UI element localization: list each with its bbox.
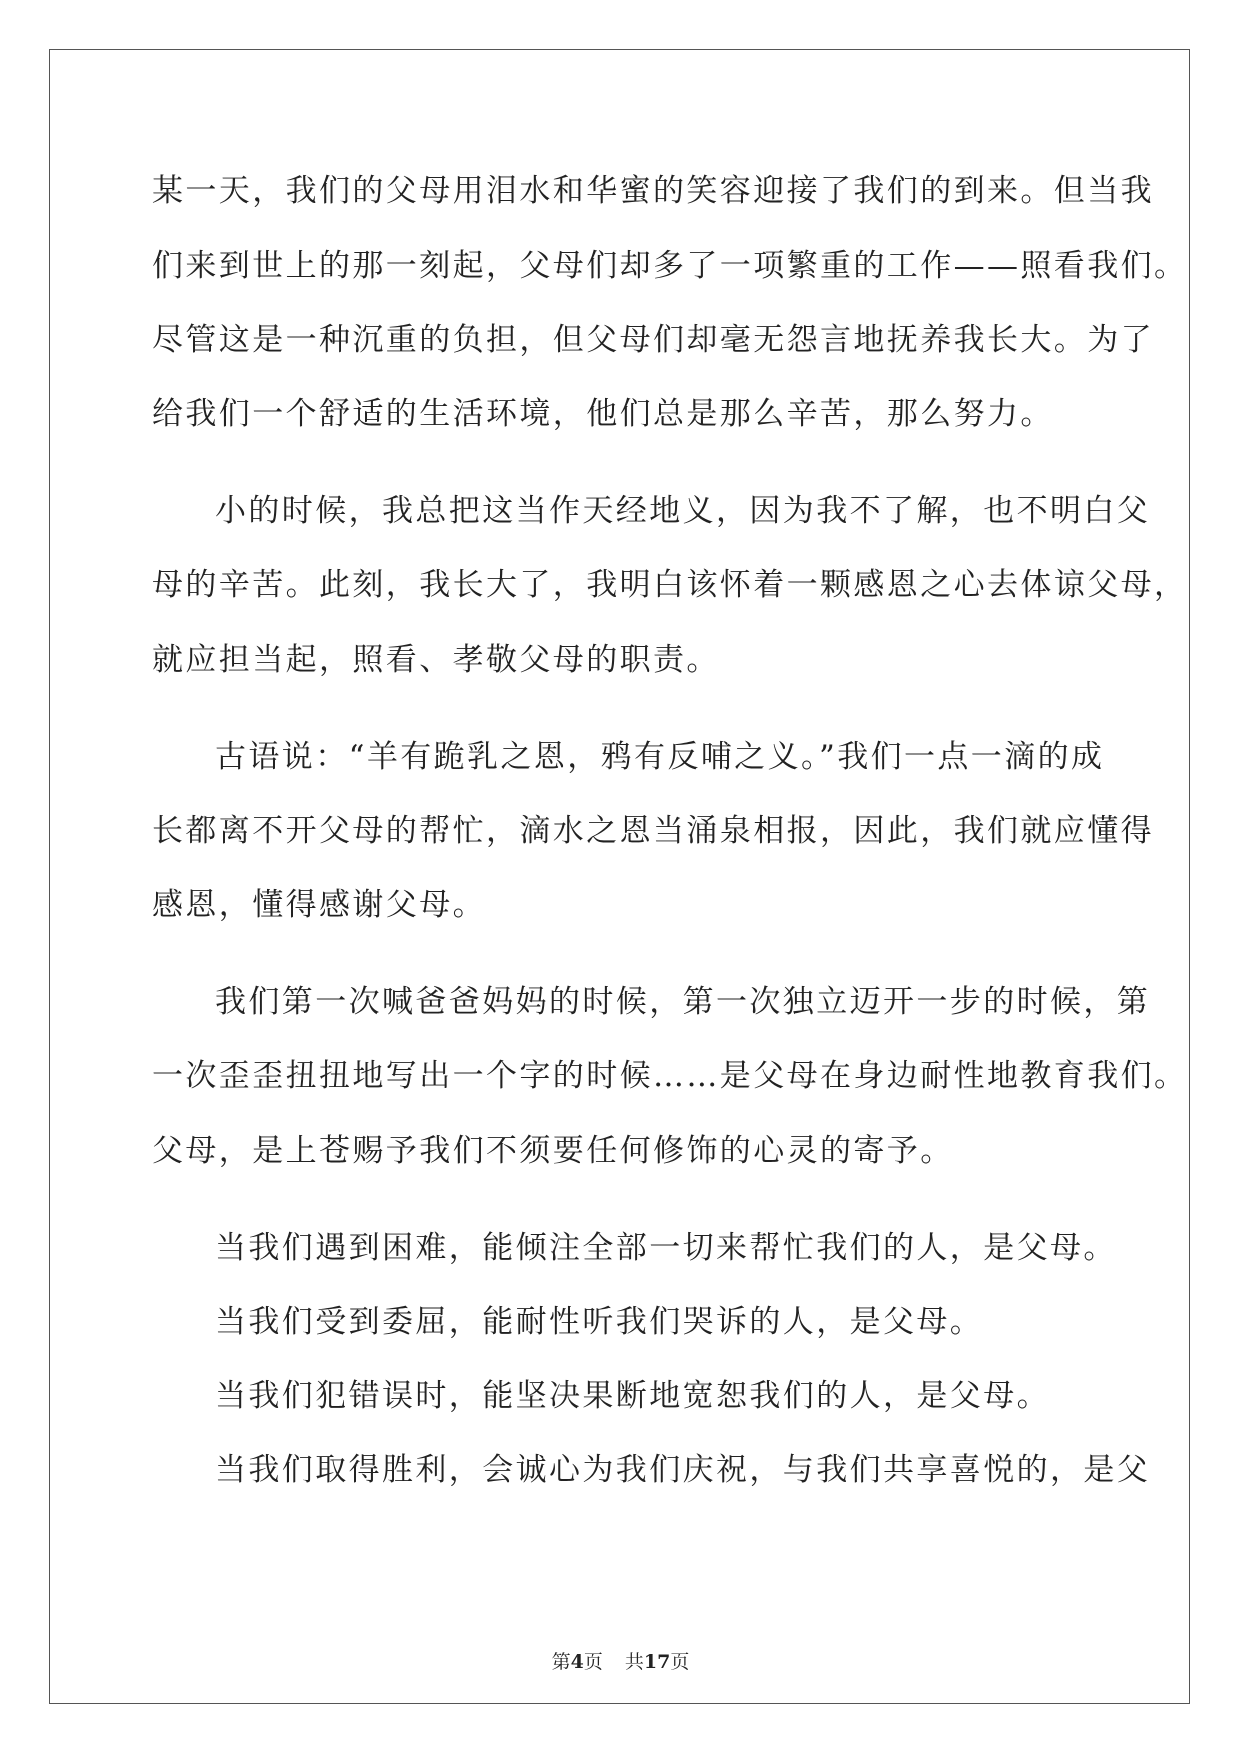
text-line: 们来到世上的那一刻起，父母们却多了一项繁重的工作——照看我们。 <box>152 248 1188 284</box>
text-line: 当我们遇到困难，能倾注全部一切来帮忙我们的人，是父母。 <box>215 1230 1117 1266</box>
text-line: 当我们取得胜利，会诚心为我们庆祝，与我们共享喜悦的，是父 <box>215 1452 1151 1488</box>
total-pages: 17 <box>643 1651 671 1673</box>
text-line: 给我们一个舒适的生活环境，他们总是那么辛苦，那么努力。 <box>152 396 1054 432</box>
text-line: 感恩，懂得感谢父母。 <box>152 887 486 923</box>
page-suffix: 页 <box>583 1651 603 1673</box>
page-footer <box>0 1650 1241 1674</box>
text-line: 长都离不开父母的帮忙，滴水之恩当涌泉相报，因此，我们就应懂得 <box>152 813 1154 849</box>
text-line: 一次歪歪扭扭地写出一个字的时候……是父母在身边耐性地教育我们。 <box>152 1058 1188 1094</box>
text-line: 就应担当起，照看、孝敬父母的职责。 <box>152 642 720 678</box>
text-line: 我们第一次喊爸爸妈妈的时候，第一次独立迈开一步的时候，第 <box>215 984 1151 1020</box>
total-suffix: 页 <box>670 1651 690 1673</box>
text-line: 尽管这是一种沉重的负担，但父母们却毫无怨言地抚养我长大。为了 <box>152 322 1154 358</box>
text-line: 当我们犯错误时，能坚决果断地宽恕我们的人，是父母。 <box>215 1378 1050 1414</box>
text-line: 小的时候，我总把这当作天经地义，因为我不了解，也不明白父 <box>215 493 1151 529</box>
text-line: 某一天，我们的父母用泪水和华蜜的笑容迎接了我们的到来。但当我 <box>152 173 1154 209</box>
text-line: 母的辛苦。此刻，我长大了，我明白该怀着一颗感恩之心去体谅父母， <box>152 567 1188 603</box>
text-line: 古语说：“羊有跪乳之恩，鸦有反哺之义。”我们一点一滴的成 <box>215 739 1105 775</box>
total-prefix: 共 <box>624 1651 644 1673</box>
text-line: 当我们受到委屈，能耐性听我们哭诉的人，是父母。 <box>215 1304 984 1340</box>
page-number: 4 <box>570 1651 584 1673</box>
page-prefix: 第 <box>551 1651 571 1673</box>
text-line: 父母，是上苍赐予我们不须要任何修饰的心灵的寄予。 <box>152 1133 954 1169</box>
